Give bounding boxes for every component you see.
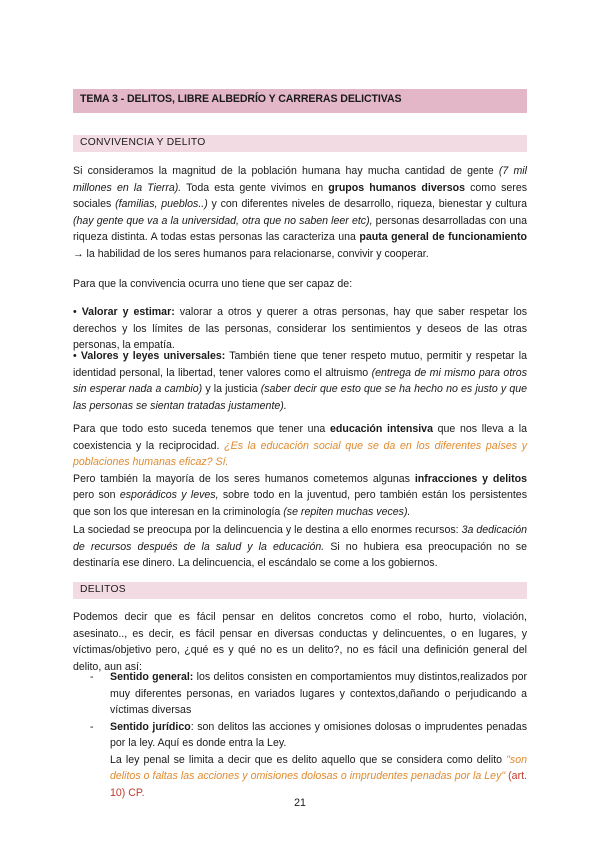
page-number: 21 — [294, 797, 306, 809]
paragraph-sociedad: La sociedad se preocupa por la delincuencia y le destina a ello enormes recursos: 3a dedicación de recursos después de la salud y la educación. Si no hubiera esa preocupación no se destinaría ese dinero. La delincuencia, el escándalo se come a los gobiernos. — [73, 524, 527, 569]
list-item-sentido-general: - Sentido general: los delitos consisten en comportamientos muy distintos,realizados por muy diferentes personas, en variados lugares y contextos,dañando o perjudicando a víctimas diversas — [90, 671, 528, 716]
definitions-list — [90, 669, 527, 801]
paragraph-educacion: Para que todo esto suceda tenemos que tener una educación intensiva que nos lleva a la coexistencia y la reciprocidad. ¿Es la educación social que se da en los diferentes países y poblaciones humanas eficaz? Sí. Pero también la mayoría de los seres humanos cometemos algunas infracciones y delitos pero son esporádicos y leves, sobre todo en la juventud, pero también están los persistentes que son los que interesan en la criminología (se repiten muchas veces). — [73, 423, 528, 518]
section-heading-convivencia: CONVIVENCIA Y DELITO — [73, 135, 527, 152]
chapter-title: TEMA 3 - DELITOS, LIBRE ALBEDRÍO Y CARRERAS DELICTIVAS — [73, 89, 527, 113]
bullet-valorar-estimar: • Valorar y estimar: valorar a otros y querer a otras personas, hay que saber respetar los derechos y los límites de las personas, considerar los sentimientos y deseos de las otras personas, la empatía. — [73, 306, 528, 351]
bullet-valores-leyes: • Valores y leyes universales: También tiene que tener respeto mutuo, permitir y respetar la identidad personal, la libertad, tener valores como el altruismo (entrega de mi mismo para otros sin esperar nada a cambio) y la justicia (saber decir que esto que se ha hecho no es justo y que las personas se sientan tratadas justamente). — [73, 350, 527, 412]
list-item-sentido-juridico: - Sentido jurídico: son delitos las acciones y omisiones dolosas o imprudentes penadas por la ley. Aquí es donde entra la Ley. La ley penal se limita a decir que es delito aquello que se considera como delito "son delitos o faltas las acciones y omisiones dolosas o imprudentes penadas por la Ley" (art. 10) CP. — [90, 720, 527, 799]
paragraph-definicion-delito: Podemos decir que es fácil pensar en delitos concretos como el robo, hurto, violación, asesinato.., es decir, es fácil pensar en diversas conductas y delincuentes, o en lugares, y víctimas/objetivo pero, ¿qué es y qué no es un delito?, no es fácil una definición general del delito, aun así: — [73, 611, 527, 673]
paragraph-intro: Si consideramos la magnitud de la población humana hay mucha cantidad de gente (7 mil millones en la Tierra). Toda esta gente vivimos en grupos humanos diversos como seres sociales (familias, pueblos..) y con diferentes niveles de desarrollo, riqueza, bienestar y cultura (hay gente que va a la universidad, otra que no saben leer etc), personas desarrolladas con una riqueza distinta. A todas estas personas las caracteriza una pauta general de funcionamiento → la habilidad de los seres humanos para relacionarse, convivir y cooperar. — [73, 165, 528, 260]
paragraph-convivencia-requirements: Para que la convivencia ocurra uno tiene que ser capaz de: — [73, 278, 353, 290]
section-heading-delitos: DELITOS — [73, 582, 527, 599]
